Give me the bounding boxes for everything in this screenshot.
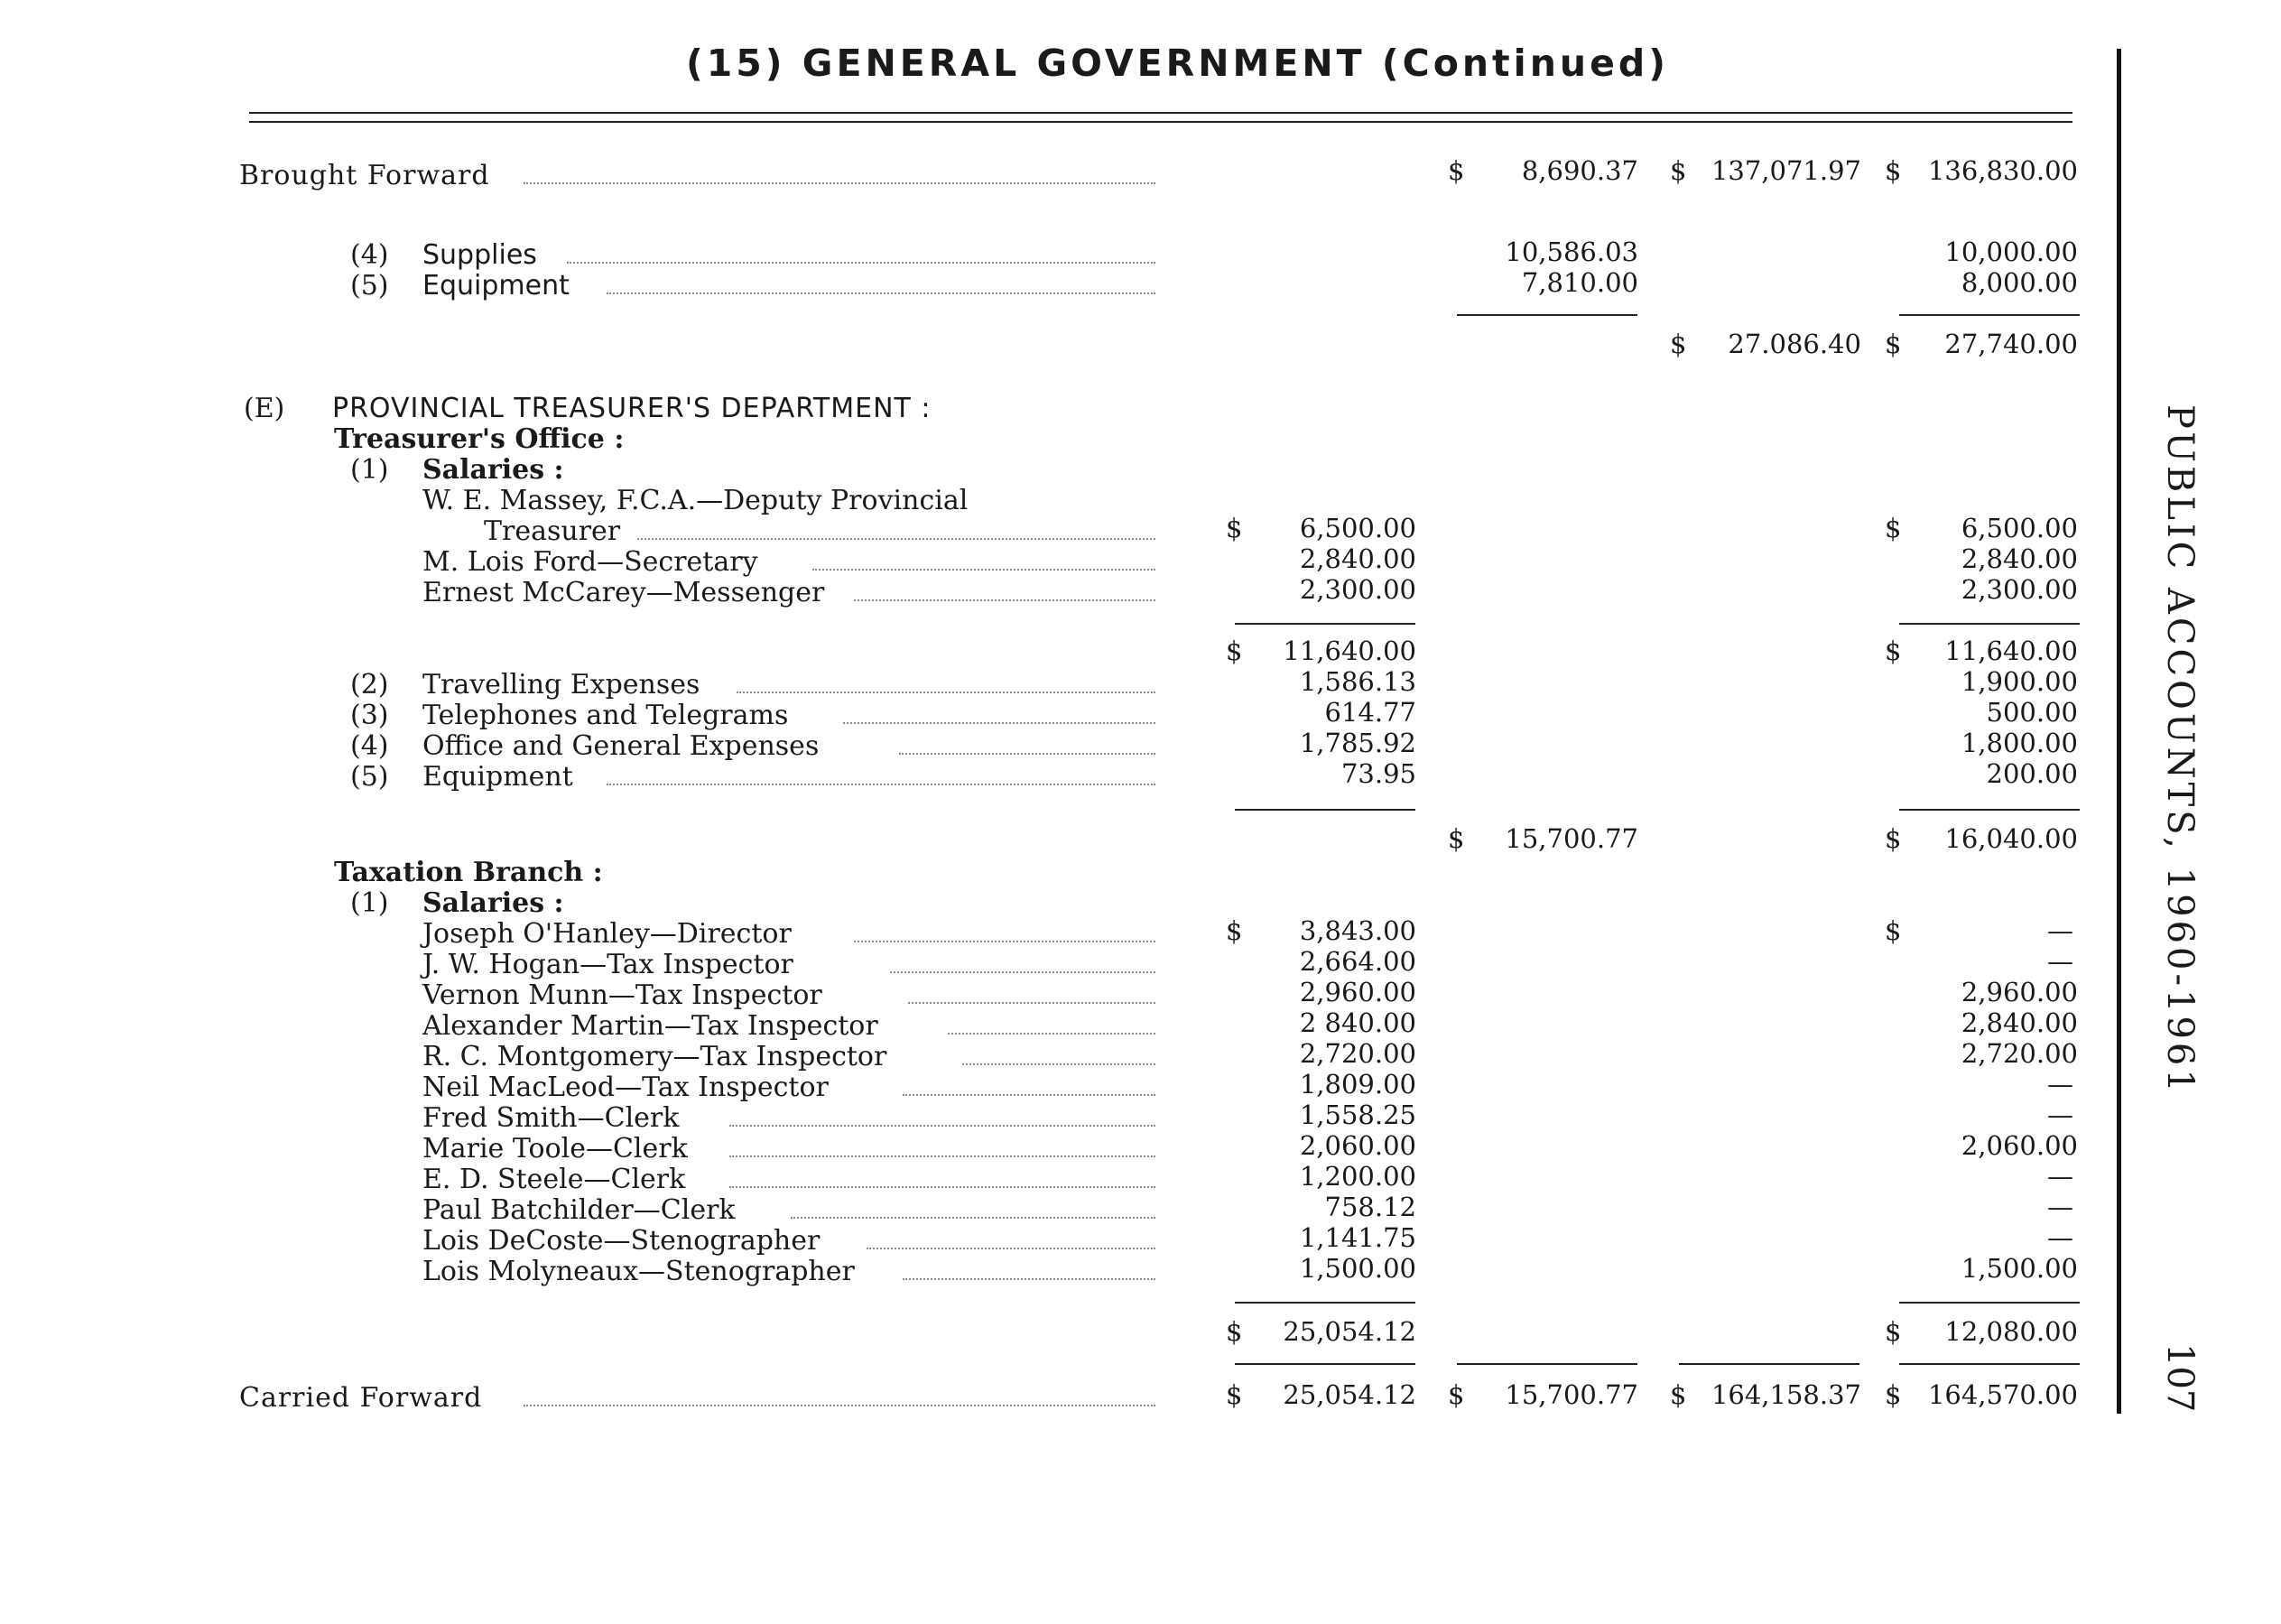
leader-dots bbox=[908, 1002, 1155, 1004]
leader-dots bbox=[962, 1063, 1155, 1065]
salary-col4: 2,720.00 bbox=[1961, 1038, 2078, 1069]
subtotal-col4: 11,640.00 bbox=[1944, 636, 2078, 666]
currency-sign: $ bbox=[1885, 915, 1902, 946]
currency-sign: $ bbox=[1670, 155, 1687, 186]
item-number: (3) bbox=[350, 700, 389, 731]
salary-col1: 1,558.25 bbox=[1299, 1100, 1416, 1130]
salary-col1: 3,843.00 bbox=[1299, 915, 1416, 946]
salary-name: Paul Batchilder—Clerk bbox=[422, 1194, 736, 1226]
subsection-heading: Salaries : bbox=[422, 454, 564, 486]
title-rule-top bbox=[249, 112, 2072, 114]
item-col4: 500.00 bbox=[1986, 697, 2078, 728]
item-label: Telephones and Telegrams bbox=[422, 700, 789, 731]
leader-dots bbox=[903, 1094, 1155, 1096]
salary-name: W. E. Massey, F.C.A.—Deputy Provincial bbox=[422, 485, 969, 516]
brought-forward-col3: 137,071.97 bbox=[1711, 155, 1861, 186]
currency-sign: $ bbox=[1670, 329, 1687, 359]
carried-forward-col2: 15,700.77 bbox=[1505, 1379, 1638, 1410]
currency-sign: $ bbox=[1448, 823, 1465, 854]
salary-col1: 2,720.00 bbox=[1299, 1038, 1416, 1069]
salary-name: J. W. Hogan—Tax Inspector bbox=[422, 949, 793, 980]
salary-col1: 2,664.00 bbox=[1299, 946, 1416, 977]
item-number: (4) bbox=[350, 730, 389, 762]
leader-dots bbox=[867, 1248, 1155, 1249]
item-col4: 1,900.00 bbox=[1961, 666, 2078, 697]
total-rule bbox=[1899, 1363, 2080, 1365]
currency-sign: $ bbox=[1885, 636, 1902, 666]
leader-dots bbox=[854, 941, 1155, 942]
leader-dots bbox=[637, 538, 1155, 540]
currency-sign: $ bbox=[1226, 1379, 1243, 1410]
subtotal-col1: 11,640.00 bbox=[1283, 636, 1416, 666]
leader-dots bbox=[524, 1405, 1155, 1406]
item-number: (2) bbox=[350, 669, 389, 701]
currency-sign: $ bbox=[1448, 1379, 1465, 1410]
salary-name: Neil MacLeod—Tax Inspector bbox=[422, 1072, 829, 1103]
leader-dots bbox=[843, 722, 1155, 724]
item-col4: 8,000.00 bbox=[1961, 267, 2078, 298]
brought-forward-label: Brought Forward bbox=[239, 160, 490, 191]
currency-sign: $ bbox=[1885, 1379, 1902, 1410]
salary-name: Lois DeCoste—Stenographer bbox=[422, 1225, 821, 1257]
currency-sign: $ bbox=[1448, 155, 1465, 186]
item-number: (5) bbox=[350, 270, 389, 302]
item-label: Supplies bbox=[422, 239, 537, 271]
salary-col4: 2,840.00 bbox=[1961, 543, 2078, 574]
salary-col4: — bbox=[2047, 1222, 2073, 1253]
salary-name: Marie Toole—Clerk bbox=[422, 1133, 688, 1165]
item-col4: 10,000.00 bbox=[1944, 237, 2078, 267]
salary-col1: 2 840.00 bbox=[1299, 1007, 1416, 1038]
leader-dots bbox=[890, 971, 1155, 973]
currency-sign: $ bbox=[1885, 1316, 1902, 1347]
salary-col4: — bbox=[2047, 946, 2073, 977]
salary-name: Fred Smith—Clerk bbox=[422, 1102, 680, 1134]
salary-col1: 2,960.00 bbox=[1299, 977, 1416, 1007]
carried-forward-col1: 25,054.12 bbox=[1283, 1379, 1416, 1410]
leader-dots bbox=[729, 1155, 1155, 1157]
salary-col4: — bbox=[2047, 1069, 2073, 1100]
leader-dots bbox=[899, 753, 1155, 755]
currency-sign: $ bbox=[1226, 636, 1243, 666]
subtotal-rule bbox=[1899, 623, 2080, 625]
subtotal-rule bbox=[1457, 314, 1637, 316]
salary-col1: 1,200.00 bbox=[1299, 1161, 1416, 1192]
leader-dots bbox=[854, 599, 1155, 601]
currency-sign: $ bbox=[1885, 155, 1902, 186]
section-heading: Treasurer's Office : bbox=[334, 423, 625, 455]
salary-col4: — bbox=[2047, 1161, 2073, 1192]
salary-name: M. Lois Ford—Secretary bbox=[422, 546, 758, 578]
subtotal-rule bbox=[1899, 1302, 2080, 1304]
salary-col1: 1,809.00 bbox=[1299, 1069, 1416, 1100]
leader-dots bbox=[903, 1278, 1155, 1280]
currency-sign: $ bbox=[1226, 1316, 1243, 1347]
item-col4: 1,800.00 bbox=[1961, 728, 2078, 758]
brought-forward-col4: 136,830.00 bbox=[1927, 155, 2078, 186]
margin-rule bbox=[2117, 49, 2121, 1414]
salary-col1: 2,300.00 bbox=[1299, 574, 1416, 605]
salary-col4: — bbox=[2047, 1100, 2073, 1130]
carried-forward-col4: 164,570.00 bbox=[1927, 1379, 2078, 1410]
item-col2: 7,810.00 bbox=[1521, 267, 1638, 298]
salary-name: Alexander Martin—Tax Inspector bbox=[422, 1010, 878, 1042]
subtotal-col4: 16,040.00 bbox=[1944, 823, 2078, 854]
carried-forward-col3: 164,158.37 bbox=[1711, 1379, 1861, 1410]
currency-sign: $ bbox=[1226, 513, 1243, 543]
salary-col1: 6,500.00 bbox=[1299, 513, 1416, 543]
item-label: Travelling Expenses bbox=[422, 669, 700, 701]
leader-dots bbox=[737, 691, 1155, 693]
currency-sign: $ bbox=[1885, 513, 1902, 543]
item-number: (5) bbox=[350, 761, 389, 793]
salary-col1: 2,060.00 bbox=[1299, 1130, 1416, 1161]
page-number: 107 bbox=[2159, 1343, 2201, 1413]
item-col1: 1,785.92 bbox=[1299, 728, 1416, 758]
salary-col4: — bbox=[2047, 1192, 2073, 1222]
salary-name: Vernon Munn—Tax Inspector bbox=[422, 979, 822, 1011]
subtotal-rule bbox=[1235, 623, 1415, 625]
salary-col4: 2,840.00 bbox=[1961, 1007, 2078, 1038]
subsection-heading: Salaries : bbox=[422, 887, 564, 919]
currency-sign: $ bbox=[1670, 1379, 1687, 1410]
item-col4: 200.00 bbox=[1986, 758, 2078, 789]
item-col1: 73.95 bbox=[1340, 758, 1416, 789]
item-col2: 10,586.03 bbox=[1505, 237, 1638, 267]
leader-dots bbox=[812, 569, 1155, 571]
total-rule bbox=[1457, 1363, 1637, 1365]
subtotal-col1: 25,054.12 bbox=[1283, 1316, 1416, 1347]
currency-sign: $ bbox=[1885, 823, 1902, 854]
salary-name: Ernest McCarey—Messenger bbox=[422, 577, 825, 608]
leader-dots bbox=[567, 262, 1155, 264]
total-rule bbox=[1679, 1363, 1859, 1365]
department-letter: (E) bbox=[244, 393, 285, 424]
leader-dots bbox=[607, 292, 1155, 294]
section-heading: Taxation Branch : bbox=[334, 857, 603, 888]
salary-col1: 1,500.00 bbox=[1299, 1253, 1416, 1284]
item-label: Equipment bbox=[422, 761, 573, 793]
subtotal-col2: 15,700.77 bbox=[1505, 823, 1638, 854]
item-label: Equipment bbox=[422, 270, 570, 302]
salary-name: R. C. Montgomery—Tax Inspector bbox=[422, 1041, 887, 1072]
subtotal-col3: 27.086.40 bbox=[1728, 329, 1861, 359]
currency-sign: $ bbox=[1885, 329, 1902, 359]
leader-dots bbox=[607, 784, 1155, 785]
salary-col1: 758.12 bbox=[1324, 1192, 1416, 1222]
salary-name: E. D. Steele—Clerk bbox=[422, 1164, 686, 1195]
salary-col4: 2,060.00 bbox=[1961, 1130, 2078, 1161]
item-number: (1) bbox=[350, 887, 389, 919]
item-col1: 1,586.13 bbox=[1299, 666, 1416, 697]
carried-forward-label: Carried Forward bbox=[239, 1382, 483, 1414]
salary-col1: 1,141.75 bbox=[1299, 1222, 1416, 1253]
currency-sign: $ bbox=[1226, 915, 1243, 946]
page-title: (15) GENERAL GOVERNMENT (Continued) bbox=[686, 42, 1669, 85]
leader-dots bbox=[729, 1125, 1155, 1127]
leader-dots bbox=[729, 1186, 1155, 1188]
item-number: (4) bbox=[350, 239, 389, 271]
subtotal-rule bbox=[1899, 809, 2080, 811]
salary-col1: 2,840.00 bbox=[1299, 543, 1416, 574]
subtotal-rule bbox=[1235, 809, 1415, 811]
subtotal-rule bbox=[1899, 314, 2080, 316]
item-number: (1) bbox=[350, 454, 389, 486]
title-rule-bottom bbox=[249, 121, 2072, 123]
subtotal-col4: 27,740.00 bbox=[1944, 329, 2078, 359]
total-rule bbox=[1235, 1363, 1415, 1365]
salary-col4: — bbox=[2047, 915, 2073, 946]
salary-name-continued: Treasurer bbox=[484, 515, 621, 547]
leader-dots bbox=[948, 1033, 1155, 1035]
item-col1: 614.77 bbox=[1324, 697, 1416, 728]
salary-col4: 2,960.00 bbox=[1961, 977, 2078, 1007]
running-head: PUBLIC ACCOUNTS, 1960-1961 bbox=[2159, 404, 2201, 1096]
salary-col4: 1,500.00 bbox=[1961, 1253, 2078, 1284]
salary-name: Lois Molyneaux—Stenographer bbox=[422, 1256, 855, 1287]
subtotal-col4: 12,080.00 bbox=[1944, 1316, 2078, 1347]
brought-forward-col2: 8,690.37 bbox=[1521, 155, 1638, 186]
leader-dots bbox=[791, 1217, 1155, 1219]
subtotal-rule bbox=[1235, 1302, 1415, 1304]
department-title: PROVINCIAL TREASURER'S DEPARTMENT : bbox=[332, 393, 932, 424]
leader-dots bbox=[524, 182, 1155, 184]
item-label: Office and General Expenses bbox=[422, 730, 820, 762]
salary-col4: 6,500.00 bbox=[1961, 513, 2078, 543]
salary-col4: 2,300.00 bbox=[1961, 574, 2078, 605]
salary-name: Joseph O'Hanley—Director bbox=[422, 918, 792, 950]
